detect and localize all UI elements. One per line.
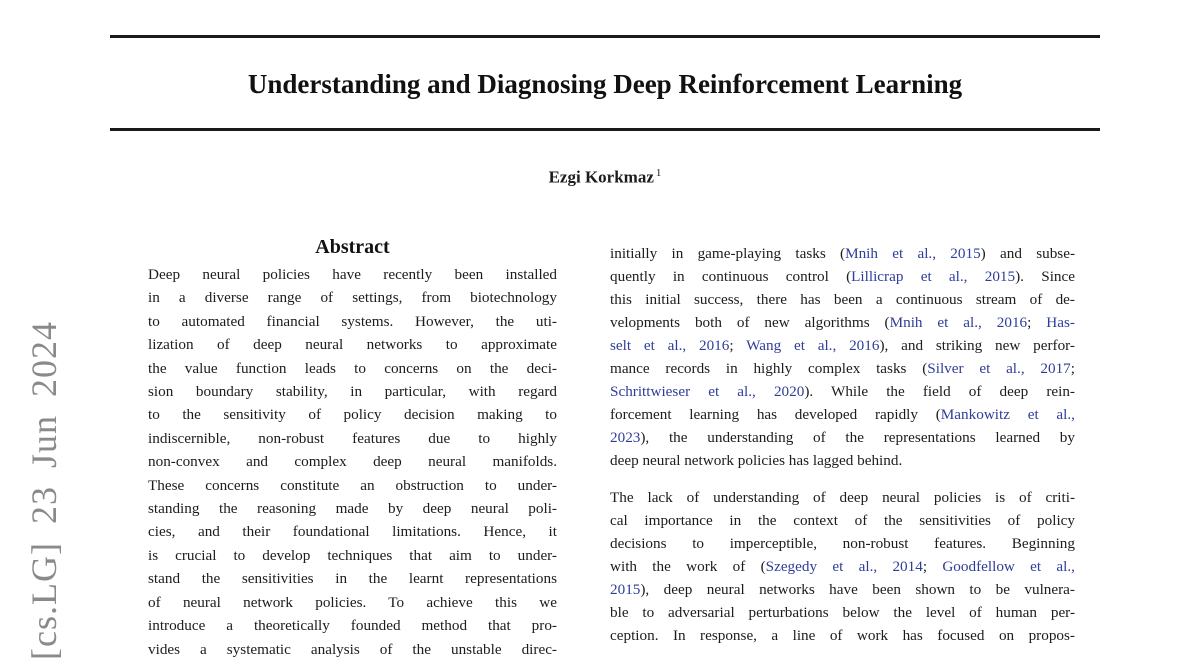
text-segment: ble to adversarial perturbations below the level of human per- bbox=[610, 604, 1075, 621]
citation-link[interactable]: Silver et al., 2017 bbox=[927, 360, 1071, 377]
text-line bbox=[610, 601, 1075, 624]
citation-link[interactable]: Wang et al., 2016 bbox=[746, 337, 880, 354]
citation-link[interactable]: Schrittwieser et al., 2020 bbox=[610, 383, 805, 400]
text-segment: ). Since bbox=[1015, 268, 1075, 285]
abstract-line: to automated financial systems. However, the uti- bbox=[148, 312, 557, 330]
citation-link[interactable]: Lillicrap et al., 2015 bbox=[851, 268, 1016, 285]
text-segment: cal importance in the context of the sensitivities of policy bbox=[610, 512, 1075, 529]
text-line bbox=[610, 555, 1075, 578]
title-rule-top bbox=[110, 35, 1100, 38]
text-segment: The lack of understanding of deep neural policies is of criti- bbox=[610, 489, 1075, 506]
text-line bbox=[610, 624, 1075, 647]
text-segment: this initial success, there has been a continuous stream of de- bbox=[610, 291, 1075, 308]
title-rule-bottom bbox=[110, 128, 1100, 131]
abstract-line: of neural network policies. To achieve this we bbox=[148, 593, 557, 611]
body-paragraph bbox=[610, 486, 1075, 647]
abstract-line: introduce a theoretically founded method that pro- bbox=[148, 617, 557, 635]
text-line bbox=[610, 380, 1075, 403]
text-line bbox=[610, 449, 1075, 472]
abstract-line: is crucial to develop techniques that aim to under- bbox=[148, 546, 557, 564]
text-line bbox=[610, 242, 1075, 265]
citation-link[interactable]: selt et al., 2016 bbox=[610, 337, 730, 354]
abstract-line: lization of deep neural networks to approximate bbox=[148, 336, 557, 354]
text-segment: ; bbox=[1070, 360, 1076, 377]
author-name: Ezgi Korkmaz bbox=[548, 167, 654, 187]
citation-link[interactable]: Szegedy et al., 2014 bbox=[765, 558, 923, 575]
text-segment: decisions to imperceptible, non-robust features. Beginning bbox=[610, 535, 1075, 552]
right-column bbox=[610, 242, 1075, 647]
text-segment: ), deep neural networks have been shown to be vulnera- bbox=[640, 581, 1075, 598]
text-segment: ), the understanding of the representations learned by bbox=[640, 429, 1075, 446]
citation-link[interactable]: Goodfellow et al., bbox=[942, 558, 1075, 575]
abstract-line: the value function leads to concerns on the deci- bbox=[148, 359, 557, 377]
text-line bbox=[610, 265, 1075, 288]
text-line bbox=[610, 288, 1075, 311]
abstract-body bbox=[148, 263, 557, 661]
citation-link[interactable]: Mnih et al., 2015 bbox=[845, 245, 981, 262]
text-line bbox=[610, 578, 1075, 601]
citation-link[interactable]: 2023 bbox=[610, 429, 641, 446]
author-line bbox=[110, 163, 1100, 188]
text-line bbox=[610, 486, 1075, 509]
abstract-line: Deep neural policies have recently been installed bbox=[148, 266, 557, 283]
text-segment: with the work of ( bbox=[610, 558, 766, 575]
text-segment: ). While the field of deep rein- bbox=[804, 383, 1075, 400]
abstract-line: These concerns constitute an obstruction to under- bbox=[148, 476, 557, 494]
text-segment: ; bbox=[729, 337, 747, 354]
text-segment: forcement learning has developed rapidly ( bbox=[610, 406, 941, 423]
text-line bbox=[610, 334, 1075, 357]
abstract-line: cies, and their foundational limitations. Hence, it bbox=[148, 523, 557, 541]
text-segment: ), and striking new perfor- bbox=[879, 337, 1075, 354]
text-segment: ; bbox=[1027, 314, 1047, 331]
text-segment: velopments both of new algorithms ( bbox=[610, 314, 890, 331]
abstract-line: in a diverse range of settings, from biotechnology bbox=[148, 289, 557, 307]
abstract-line: to the sensitivity of policy decision making to bbox=[148, 406, 557, 424]
text-segment: initially in game-playing tasks ( bbox=[610, 245, 846, 262]
text-segment: quently in continuous control ( bbox=[610, 268, 852, 285]
abstract-heading: Abstract bbox=[315, 236, 390, 258]
text-line bbox=[610, 532, 1075, 555]
abstract-line: non-convex and complex deep neural manifolds. bbox=[148, 453, 557, 471]
body-paragraph bbox=[610, 242, 1075, 472]
text-segment: deep neural network policies has lagged behind. bbox=[610, 452, 903, 469]
text-line bbox=[610, 509, 1075, 532]
abstract-line: sion boundary stability, in particular, with regard bbox=[148, 383, 557, 401]
text-segment: ) and subse- bbox=[980, 245, 1075, 262]
citation-link[interactable]: 2015 bbox=[610, 581, 641, 598]
citation-link[interactable]: Mankowitz et al., bbox=[940, 406, 1075, 423]
text-line bbox=[610, 357, 1075, 380]
citation-link[interactable]: Has- bbox=[1046, 314, 1075, 331]
text-line bbox=[610, 311, 1075, 334]
paper-title: Understanding and Diagnosing Deep Reinforcement Learning bbox=[247, 69, 963, 99]
text-segment: ception. In response, a line of work has focused on propos- bbox=[610, 627, 1075, 644]
abstract-line: indiscernible, non-robust features due to highly bbox=[148, 429, 557, 447]
text-line bbox=[610, 426, 1075, 449]
author-affiliation-marker: 1 bbox=[655, 167, 662, 179]
citation-link[interactable]: Mnih et al., 2016 bbox=[889, 314, 1028, 331]
text-line bbox=[610, 403, 1075, 426]
left-column bbox=[148, 237, 557, 661]
arxiv-watermark: [cs.LG] 23 Jun 2024 bbox=[24, 321, 64, 660]
text-segment: ; bbox=[922, 558, 943, 575]
text-segment: mance records in highly complex tasks ( bbox=[610, 360, 928, 377]
abstract-line: stand the sensitivities in the learnt representations bbox=[148, 570, 557, 588]
abstract-line: vides a systematic analysis of the unstable direc- bbox=[148, 640, 557, 658]
abstract-line: standing the reasoning made by deep neural poli- bbox=[148, 500, 557, 518]
